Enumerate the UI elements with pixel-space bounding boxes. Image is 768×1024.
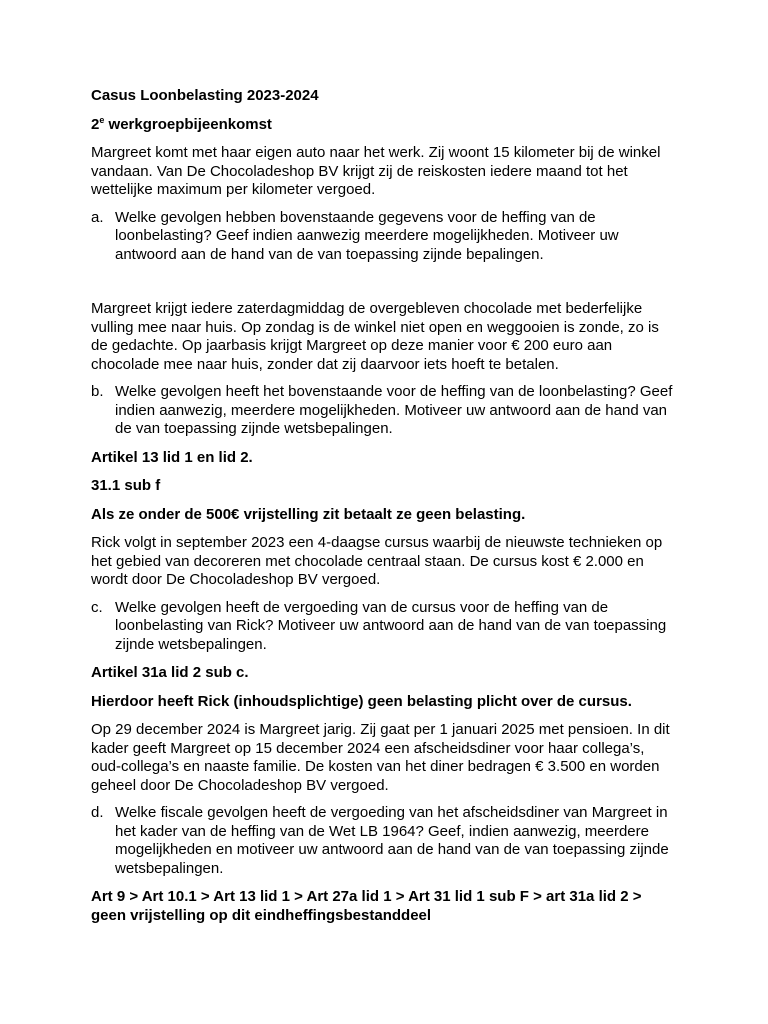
question-b-text: Welke gevolgen heeft het bovenstaande voor de heffing van de loonbelasting? Geef indien aanwezig, meerdere mogelijkheden. Motiveer uw antwoord aan de hand van de van toepassing zijnde wetsbepalingen. bbox=[115, 383, 673, 437]
document-subtitle bbox=[91, 116, 678, 135]
paragraph-c: Rick volgt in september 2023 een 4-daagse cursus waarbij de nieuwste technieken op het gebied van decoreren met chocolade centraal staan. De cursus kost € 2.000 en wordt door De Chocoladeshop BV vergoed. bbox=[91, 534, 663, 588]
subtitle-superscript: e bbox=[99, 114, 105, 125]
question-b-label: b. bbox=[91, 383, 104, 400]
subtitle-text: werkgroepbijeenkomst bbox=[104, 115, 272, 133]
question-d-label: d. bbox=[91, 804, 104, 821]
intro-paragraph: Margreet komt met haar eigen auto naar het werk. Zij woont 15 kilometer bij de winkel vandaan. Van De Chocoladeshop BV krijgt zij de reiskosten iedere maand tot het wettelijke maximum per kilometer vergoed. bbox=[91, 144, 661, 198]
question-d bbox=[91, 804, 678, 878]
paragraph-d: Op 29 december 2024 is Margreet jarig. Zij gaat per 1 januari 2025 met pensioen. In dit kader geeft Margreet op 15 december 2024 een afscheidsdiner voor haar collega’s, oud-collega’s en naaste familie. De kosten van het diner bedragen € 3.500 en worden geheel door De Chocoladeshop BV vergoed. bbox=[91, 721, 670, 794]
question-a-label: a. bbox=[91, 208, 104, 226]
question-c-text: Welke gevolgen heeft de vergoeding van de cursus voor de heffing van de loonbelasting van Rick? Motiveer uw antwoord aan de hand van de van toepassing zijnde wetsbepalingen. bbox=[115, 598, 667, 653]
blank-space bbox=[91, 274, 678, 300]
subtitle-number: 2 bbox=[91, 115, 100, 133]
question-b bbox=[91, 383, 678, 439]
paragraph-b: Margreet krijgt iedere zaterdagmiddag de overgebleven chocolade met bederfelijke vulling mee naar huis. Op zondag is de winkel niet open en weggooien is zonde, zo is de gedachte. Op jaarbasis krijgt Margreet op deze manier voor € 200 euro aan chocolade mee naar huis, zonder dat zij daarvoor iets hoeft te betalen. bbox=[91, 300, 659, 373]
question-c-label: c. bbox=[91, 598, 103, 616]
answer-c-line-2: Hierdoor heeft Rick (inhoudsplichtige) geen belasting plicht over de cursus. bbox=[91, 692, 632, 710]
answer-d: Art 9 > Art 10.1 > Art 13 lid 1 > Art 27a lid 1 > Art 31 lid 1 sub F > art 31a lid 2 > geen vrijstelling op dit eindheffingsbestanddeel bbox=[91, 888, 642, 924]
question-c bbox=[91, 599, 678, 655]
question-a bbox=[91, 209, 678, 265]
question-d-text: Welke fiscale gevolgen heeft de vergoeding van het afscheidsdiner van Margreet in het kader van de heffing van de Wet LB 1964? Geef, indien aanwezig, meerdere mogelijkheden en motiveer uw antwoord aan de hand van de van toepassing zijnde wetsbepalingen. bbox=[115, 804, 669, 877]
document-title: Casus Loonbelasting 2023-2024 bbox=[91, 87, 319, 104]
answer-b-line-3: Als ze onder de 500€ vrijstelling zit betaalt ze geen belasting. bbox=[91, 505, 526, 523]
answer-c-line-1: Artikel 31a lid 2 sub c. bbox=[91, 664, 249, 681]
question-a-text: Welke gevolgen hebben bovenstaande gegevens voor de heffing van de loonbelasting? Geef indien aanwezig meerdere mogelijkheden. Motiveer uw antwoord aan de hand van de van toepassing zijnde bepalingen. bbox=[115, 208, 619, 263]
answer-b-line-1: Artikel 13 lid 1 en lid 2. bbox=[91, 448, 253, 466]
answer-b-line-2: 31.1 sub f bbox=[91, 477, 161, 494]
